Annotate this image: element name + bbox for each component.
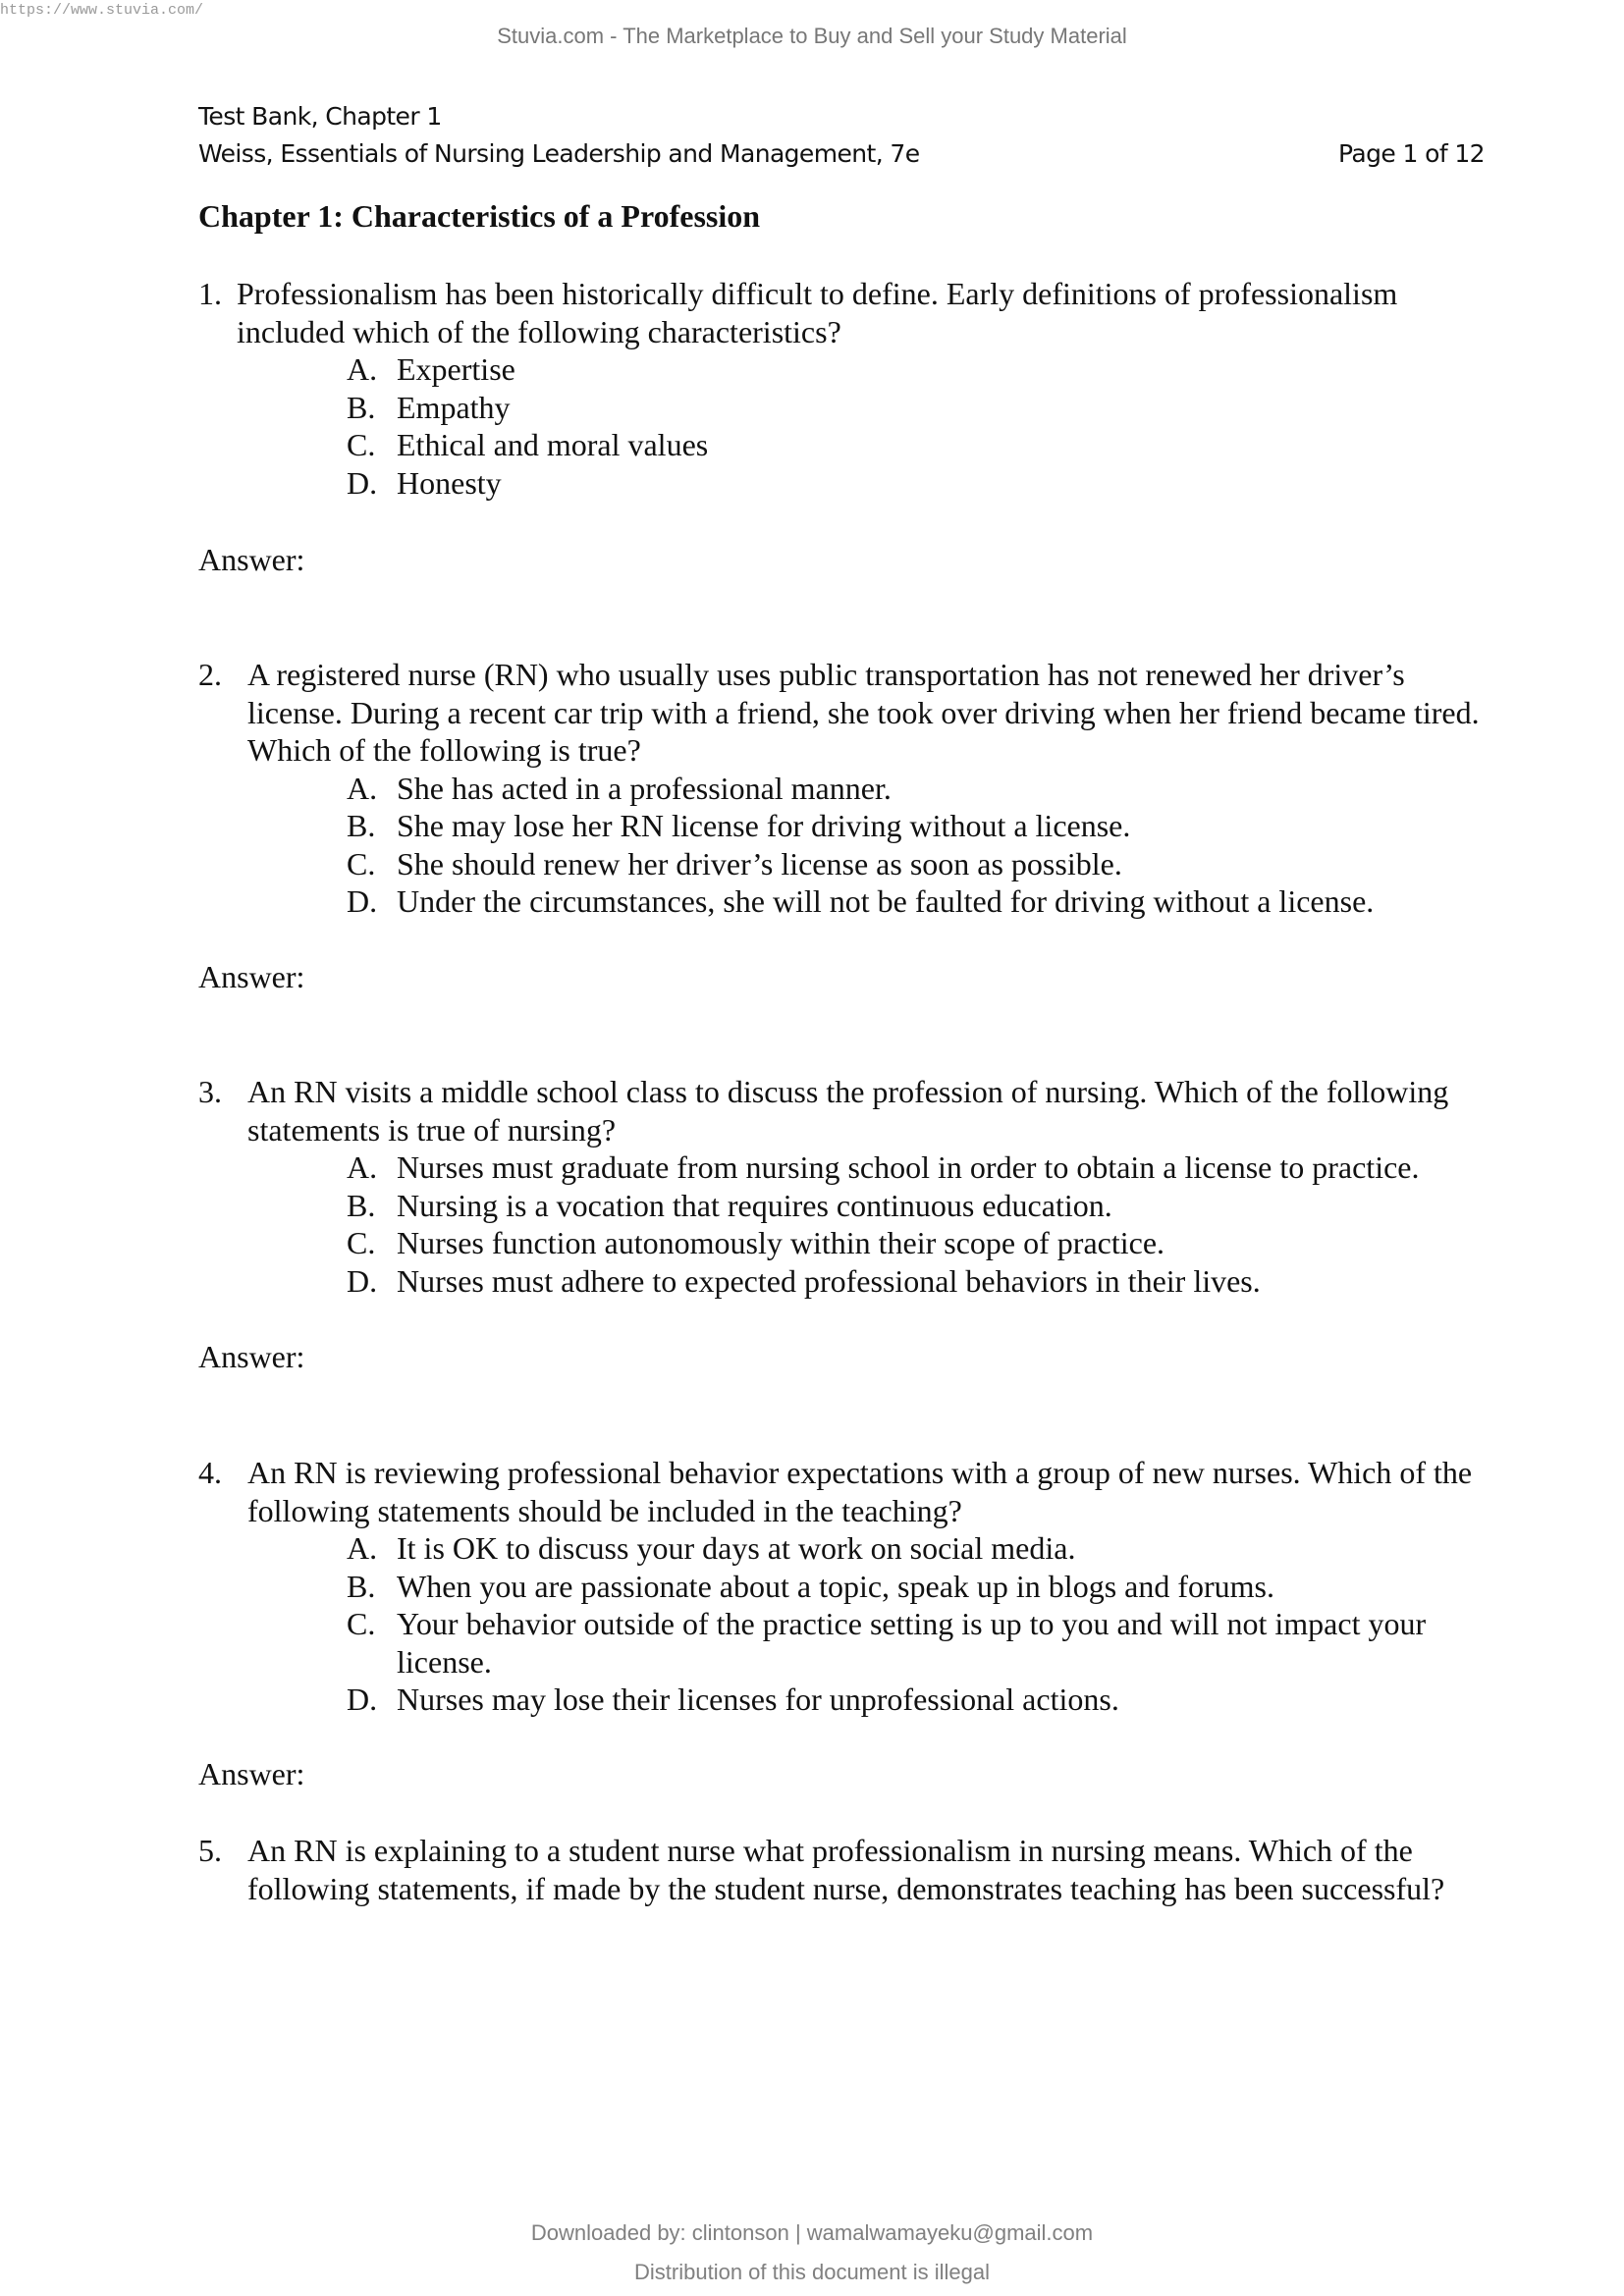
- question-number: 2.: [198, 657, 222, 692]
- question-text: An RN is reviewing professional behavior expectations with a group of new nurses. Which of the following statements should be included in the teaching?: [247, 1455, 1473, 1528]
- question-5: [198, 1832, 1494, 1907]
- question-number: 5.: [198, 1833, 222, 1868]
- option-a: A. It is OK to discuss your days at work on social media.: [347, 1530, 1076, 1566]
- answer-label-1: Answer:: [198, 542, 305, 577]
- option-d: D. Honesty: [347, 464, 502, 501]
- option-c: C. She should renew her driver’s license as soon as possible.: [347, 845, 1122, 881]
- option-c: C. Ethical and moral values: [347, 427, 709, 462]
- header-line-1: Test Bank, Chapter 1: [198, 102, 442, 131]
- option-a: A. Nurses must graduate from nursing school in order to obtain a license to practice.: [347, 1149, 1420, 1185]
- answer-label-3: Answer:: [198, 1339, 305, 1374]
- option-d: D. Nurses must adhere to expected professional behaviors in their lives.: [347, 1262, 1261, 1299]
- option-a: A. Expertise: [347, 351, 515, 387]
- option-b: B. Empathy: [347, 389, 511, 425]
- source-url: https://www.stuvia.com/: [0, 2, 204, 19]
- question-number: 4.: [198, 1455, 222, 1490]
- question-text: A registered nurse (RN) who usually uses public transportation has not renewed her driver’s license. During a recent car trip with a friend, she took over driving when her friend became tired. Which of the following is true?: [247, 657, 1480, 768]
- option-b: B. Nursing is a vocation that requires continuous education.: [347, 1187, 1112, 1223]
- option-c: C. Nurses function autonomously within their scope of practice.: [347, 1225, 1165, 1260]
- option-a: A. She has acted in a professional manner.: [347, 770, 892, 806]
- chapter-title: Chapter 1: Characteristics of a Profession: [198, 198, 761, 234]
- option-c: C. Your behavior outside of the practice setting is up to you and will not impact your license.: [347, 1606, 1427, 1680]
- question-3: [198, 1073, 1494, 1300]
- question-1: [198, 275, 1494, 502]
- option-b: B. She may lose her RN license for driving without a license.: [347, 808, 1131, 843]
- question-4: [198, 1454, 1494, 1719]
- distribution-notice: Distribution of this document is illegal: [634, 2260, 990, 2284]
- download-info: Downloaded by: clintonson | wamalwamayeku@gmail.com: [530, 2220, 1094, 2245]
- header-line-2: Weiss, Essentials of Nursing Leadership and Management, 7e: [198, 139, 920, 168]
- question-2: [198, 656, 1494, 921]
- page-number: Page 1 of 12: [1338, 139, 1485, 168]
- question-text: Professionalism has been historically difficult to define. Early definitions of professionalism included which of the following characteristics?: [237, 276, 1398, 349]
- question-text: An RN is explaining to a student nurse what professionalism in nursing means. Which of the following statements, if made by the student nurse, demonstrates teaching has been successful?: [247, 1833, 1445, 1906]
- answer-label-4: Answer:: [198, 1756, 305, 1791]
- option-b: B. When you are passionate about a topic, speak up in blogs and forums.: [347, 1568, 1274, 1604]
- option-d: D. Nurses may lose their licenses for unprofessional actions.: [347, 1682, 1119, 1717]
- question-number: 3.: [198, 1074, 222, 1109]
- option-d: D. Under the circumstances, she will not be faulted for driving without a license.: [347, 883, 1375, 919]
- question-text: An RN visits a middle school class to discuss the profession of nursing. Which of the following statements is true of nursing?: [247, 1074, 1449, 1148]
- question-number: 1.: [198, 276, 222, 311]
- answer-label-2: Answer:: [198, 959, 305, 994]
- stuvia-banner: Stuvia.com - The Marketplace to Buy and Sell your Study Material: [497, 24, 1127, 48]
